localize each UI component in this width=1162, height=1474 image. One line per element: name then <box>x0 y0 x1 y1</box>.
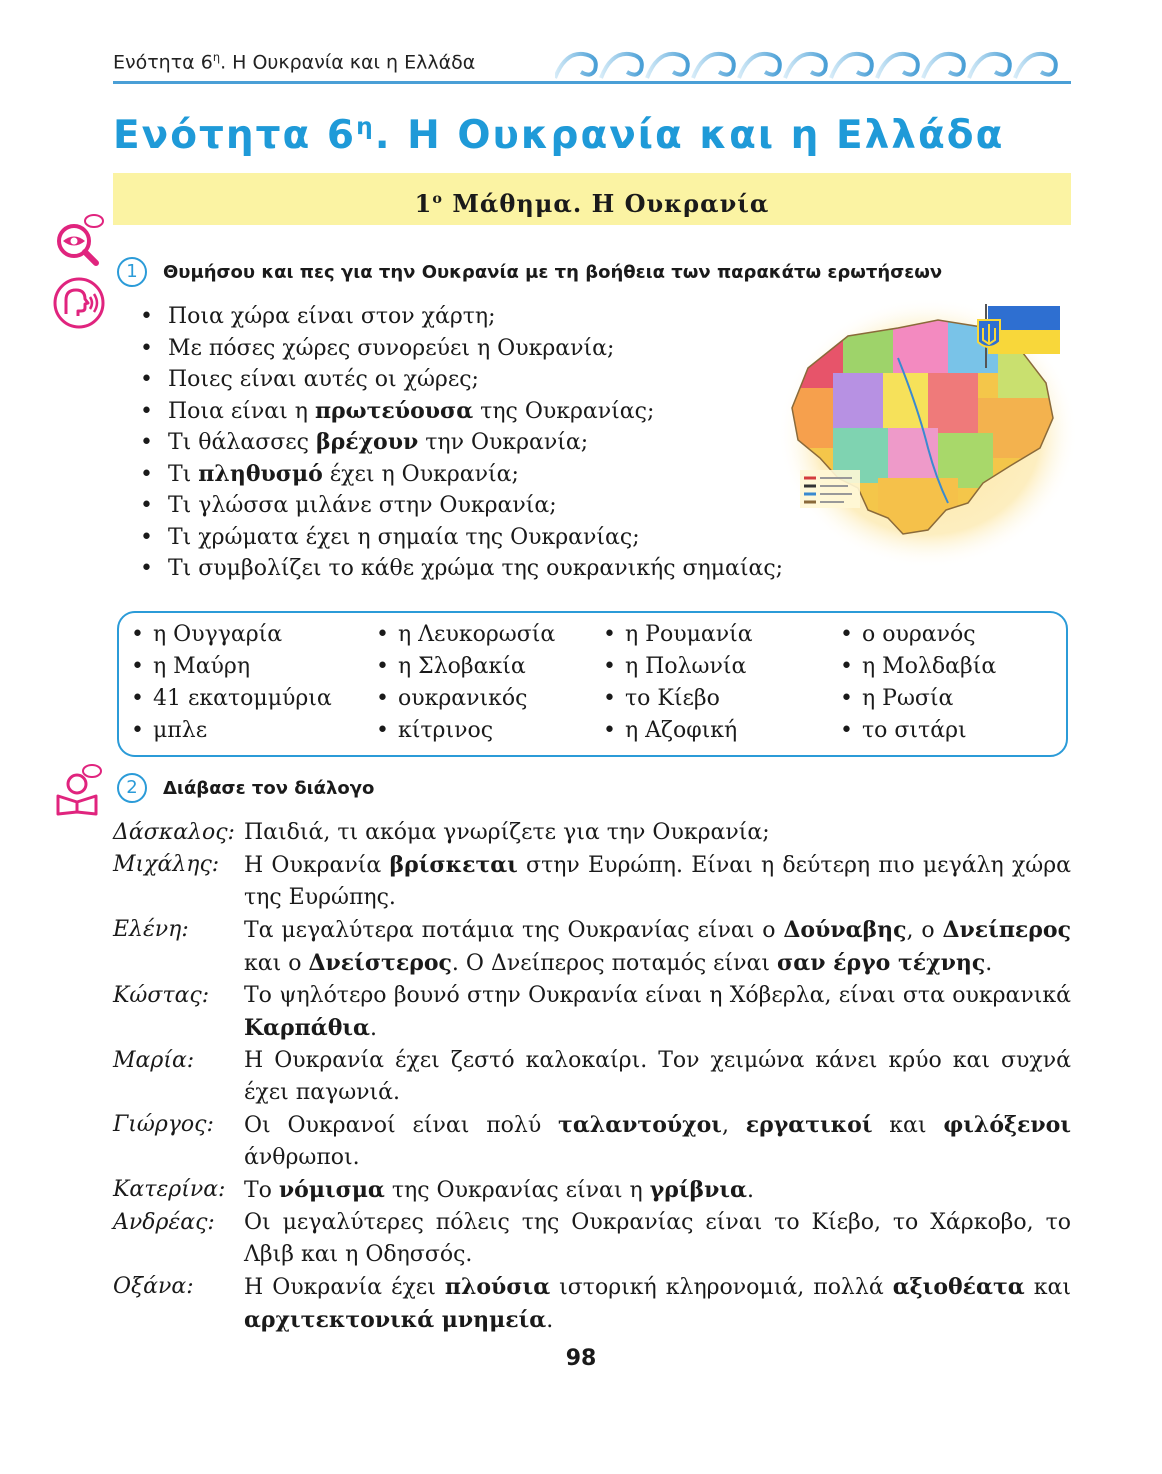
list-item: • η Ρωσία <box>840 683 996 715</box>
question-list <box>140 301 783 585</box>
exercise-1-number: 1 <box>117 257 147 287</box>
dialogue-line <box>113 1271 1071 1337</box>
page-title: Ενότητα $6^\eta$. Η Ουκρανία και η Ελλάδα <box>113 112 1005 158</box>
ukraine-map-image <box>778 298 1078 568</box>
lesson-heading: $1^o$ Μάθημα. Η Ουκρανία <box>113 173 1071 225</box>
reading-book-icon <box>52 762 106 816</box>
speaker-text: Το νόμισμα της Ουκρανίας είναι η γρίβνια. <box>244 1177 754 1203</box>
dialogue-line <box>113 914 1071 980</box>
list-item: • η Μαύρη <box>131 651 332 683</box>
list-item: • ουκρανικός <box>376 683 555 715</box>
dialogue-line <box>113 849 1071 914</box>
speaker-text: Η Ουκρανία έχει ζεστό καλοκαίρι. Τον χειμώνα κάνει κρύο και συχνά έχει παγωνιά. <box>244 1048 1071 1105</box>
speaker-name: Μιχάλης: <box>113 852 220 877</box>
header-rule <box>113 81 1071 84</box>
word-column <box>376 619 555 747</box>
list-item: • Τι γλώσσα μιλάνε στην Ουκρανία; <box>140 490 783 522</box>
speaker-name: Οξάνα: <box>113 1274 194 1299</box>
exercise-2-instruction: Διάβασε τον διάλογο <box>163 778 375 799</box>
speaker-text: Παιδιά, τι ακόμα γνωρίζετε για την Ουκρανία; <box>244 820 770 845</box>
list-item: • ο ουρανός <box>840 619 996 651</box>
list-item: • Τι θάλασσες βρέχουν την Ουκρανία; <box>140 427 783 459</box>
speaker-name: Κατερίνα: <box>113 1177 226 1202</box>
speaker-name: Δάσκαλος: <box>113 820 235 845</box>
speaker-name: Ελένη: <box>113 917 189 942</box>
list-item: • η Πολωνία <box>603 651 753 683</box>
word-box <box>117 611 1068 757</box>
list-item: • Τι χρώματα έχει η σημαία της Ουκρανίας; <box>140 522 783 554</box>
list-item: • Ποιες είναι αυτές οι χώρες; <box>140 364 783 396</box>
speaker-text: Τα μεγαλύτερα ποτάμια της Ουκρανίας είναι ο Δούναβης, ο Δνείπερος και ο Δνείστερος. Ο Δνείπερος ποταμός είναι σαν έργο τέχνης. <box>244 917 1071 976</box>
list-item: • Τι συμβολίζει το κάθε χρώμα της ουκρανικής σημαίας; <box>140 553 783 585</box>
dialogue-line <box>113 1045 1071 1109</box>
exercise-1-instruction: Θυμήσου και πες για την Ουκρανία με τη βοήθεια των παρακάτω ερωτήσεων <box>163 262 943 283</box>
list-item: • η Ουγγαρία <box>131 619 332 651</box>
dialogue-line <box>113 1207 1071 1271</box>
word-column <box>131 619 332 747</box>
speaker-name: Κώστας: <box>113 983 210 1008</box>
dialogue-line <box>113 1174 1071 1207</box>
running-header: Ενότητα $6^\eta$. Η Ουκρανία και η Ελλάδα <box>113 50 476 74</box>
word-column <box>603 619 753 747</box>
list-item: • το σιτάρι <box>840 715 996 747</box>
speaker-text: Η Ουκρανία έχει πλούσια ιστορική κληρονομιά, πολλά αξιοθέατα και αρχιτεκτονικά μνημεία. <box>244 1274 1071 1333</box>
list-item: • η Μολδαβία <box>840 651 996 683</box>
list-item: • Ποια χώρα είναι στον χάρτη; <box>140 301 783 333</box>
list-item: • κίτρινος <box>376 715 555 747</box>
speaker-name: Μαρία: <box>113 1048 195 1073</box>
exercise-2-number: 2 <box>117 773 147 803</box>
dialogue-line <box>113 980 1071 1045</box>
list-item: • η Αζοφική <box>603 715 753 747</box>
decorative-wave-band <box>555 44 1070 82</box>
list-item: • Ποια είναι η πρωτεύουσα της Ουκρανίας; <box>140 396 783 428</box>
list-item: • μπλε <box>131 715 332 747</box>
speaker-text: Οι μεγαλύτερες πόλεις της Ουκρανίας είναι το Κίεβο, το Χάρκοβο, το Λβιβ και η Οδησσός. <box>244 1210 1071 1267</box>
list-item: • το Κίεβο <box>603 683 753 715</box>
dialogue-line <box>113 1109 1071 1174</box>
word-column <box>840 619 996 747</box>
list-item: • Τι πληθυσμό έχει η Ουκρανία; <box>140 459 783 491</box>
list-item: • Με πόσες χώρες συνορεύει η Ουκρανία; <box>140 333 783 365</box>
dialogue-line <box>113 817 1071 849</box>
page-number: 98 <box>565 1346 597 1371</box>
eye-magnifier-icon <box>52 213 106 267</box>
speaker-name: Ανδρέας: <box>113 1210 215 1235</box>
speaker-name: Γιώργος: <box>113 1112 214 1137</box>
speaker-text: Το ψηλότερο βουνό στην Ουκρανία είναι η Χόβερλα, είναι στα ουκρανικά Καρπάθια. <box>244 983 1071 1041</box>
dialogue <box>113 817 1071 1337</box>
speaking-head-icon <box>52 276 106 330</box>
list-item: • η Ρουμανία <box>603 619 753 651</box>
list-item: • η Λευκορωσία <box>376 619 555 651</box>
list-item: • η Σλοβακία <box>376 651 555 683</box>
speaker-text: Οι Ουκρανοί είναι πολύ ταλαντούχοι, εργατικοί και φιλόξενοι άνθρωποι. <box>244 1112 1071 1170</box>
list-item: • 41 εκατομμύρια <box>131 683 332 715</box>
speaker-text: Η Ουκρανία βρίσκεται στην Ευρώπη. Είναι η δεύτερη πιο μεγάλη χώρα της Ευρώπης. <box>244 852 1072 910</box>
